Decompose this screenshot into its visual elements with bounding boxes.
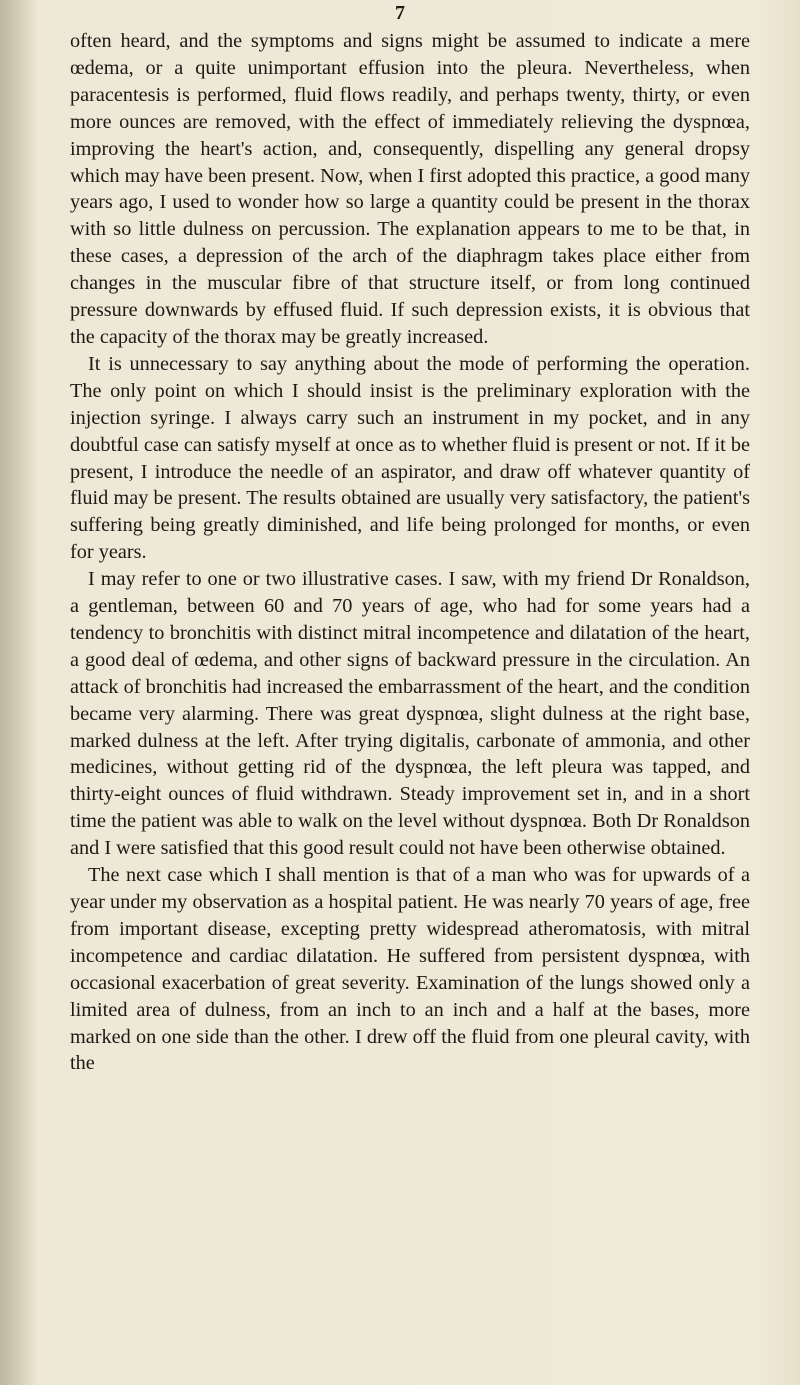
paragraph-4: The next case which I shall mention is that of a man who was for upwards of a year under my observation as a hospital patient. He was nearly 70 years of age, free from important disease, excepting pretty widespread atheromatosis, with mitral incompetence and cardiac dilatation. He suffered from persistent dyspnœa, with occasional exacerbation of great severity. Examination of the lungs showed only a limited area of dulness, from an inch to an inch and a half at the bases, more marked on one side than the other. I drew off the fluid from one pleural cavity, with the <box>70 864 750 1075</box>
binding-shadow <box>0 0 38 1385</box>
body-text <box>70 28 750 1077</box>
paragraph-3: I may refer to one or two illustrative cases. I saw, with my friend Dr Ronaldson, a gentleman, between 60 and 70 years of age, who had for some years had a tendency to bronchitis with distinct mitral incompetence and dilatation of the heart, a good deal of œdema, and other signs of backward pressure in the circulation. An attack of bronchitis had increased the embarrassment of the heart, and the condition became very alarming. There was great dyspnœa, slight dulness at the right base, marked dulness at the left. After trying digitalis, carbonate of ammonia, and other medicines, without getting rid of the dyspnœa, the left pleura was tapped, and thirty-eight ounces of fluid withdrawn. Steady improvement set in, and in a short time the patient was able to walk on the level without dyspnœa. Both Dr Ronaldson and I were satisfied that this good result could not have been otherwise obtained. <box>70 568 750 860</box>
paragraph-1: often heard, and the symptoms and signs might be assumed to indicate a mere œdema, or a quite unimportant effusion into the pleura. Nevertheless, when paracentesis is performed, fluid flows readily, and perhaps twenty, thirty, or even more ounces are removed, with the effect of immediately relieving the dyspnœa, improving the heart's action, and, consequently, dispelling any general dropsy which may have been present. Now, when I first adopted this practice, a good many years ago, I used to wonder how so large a quantity could be present in the thorax with so little dulness on percussion. The explanation appears to me to be that, in these cases, a depression of the arch of the diaphragm takes place either from changes in the muscular fibre of that structure itself, or from long continued pressure downwards by effused fluid. If such depression exists, it is obvious that the capacity of the thorax may be greatly increased. <box>70 30 750 348</box>
paragraph-2: It is unnecessary to say anything about the mode of performing the operation. The only point on which I should insist is the preliminary exploration with the injection syringe. I always carry such an instrument in my pocket, and in any doubtful case can satisfy myself at once as to whether fluid is present or not. If it be present, I introduce the needle of an aspirator, and draw off whatever quantity of fluid may be present. The results obtained are usually very satisfactory, the patient's suffering being greatly diminished, and life being prolonged for months, or even for years. <box>70 352 750 564</box>
page-number: 7 <box>395 2 405 24</box>
